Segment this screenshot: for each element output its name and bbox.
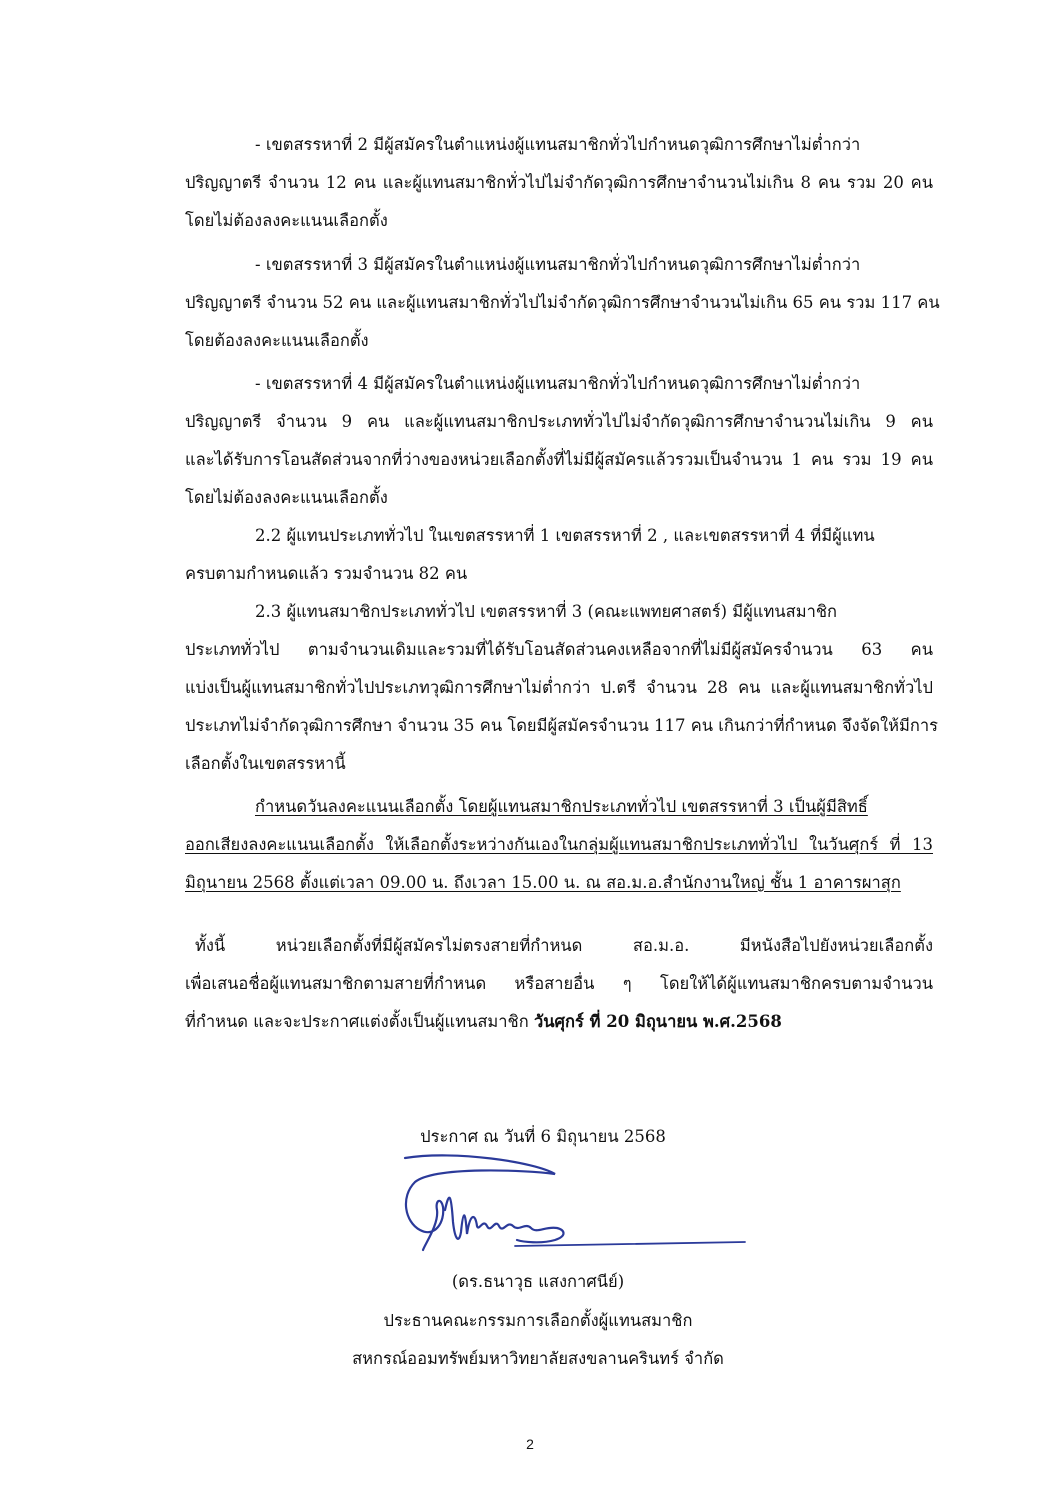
zone2-line-1: - เขตสรรหาที่ 2 มีผู้สมัครในตำแหน่งผู้แทนสมาชิกทั่วไปกำหนดวุฒิการศึกษาไม่ต่ำกว่า <box>255 135 861 154</box>
zone4-line-1: - เขตสรรหาที่ 4 มีผู้สมัครในตำแหน่งผู้แทนสมาชิกทั่วไปกำหนดวุฒิการศึกษาไม่ต่ำกว่า <box>255 374 861 393</box>
voting-schedule-line-3: มิถุนายน 2568 ตั้งแต่เวลา 09.00 น. ถึงเวลา 15.00 น. ณ สอ.ม.อ.สำนักงานใหญ่ ชั้น 1 อาคารผาสุก <box>185 873 901 892</box>
announcement-date-bold: วันศุกร์ ที่ 20 มิถุนายน พ.ศ.2568 <box>534 1012 782 1031</box>
section-2-3-line-1: 2.3 ผู้แทนสมาชิกประเภททั่วไป เขตสรรหาที่ 3 (คณะแพทยศาสตร์) มีผู้แทนสมาชิก <box>255 602 838 621</box>
voting-schedule-line-2: ออกเสียงลงคะแนนเลือกตั้ง ให้เลือกตั้งระหว่างกันเองในกลุ่มผู้แทนสมาชิกประเภททั่วไป ในวันศุกร์ ที่ 13 <box>185 835 933 854</box>
section-2-2-line-2: ครบตามกำหนดแล้ว รวมจำนวน 82 คน <box>185 564 468 583</box>
signer-title: ประธานคณะกรรมการเลือกตั้งผู้แทนสมาชิก <box>383 1311 693 1330</box>
organization-name: สหกรณ์ออมทรัพย์มหาวิทยาลัยสงขลานครินทร์ จำกัด <box>352 1349 724 1368</box>
section-2-3-line-5: เลือกตั้งในเขตสรรหานี้ <box>185 754 346 773</box>
section-2-3-line-3: แบ่งเป็นผู้แทนสมาชิกทั่วไปประเภทวุฒิการศึกษาไม่ต่ำกว่า ป.ตรี จำนวน 28 คน และผู้แทนสมาชิกทั่วไป <box>185 678 933 697</box>
closing-line-3-text: ที่กำหนด และจะประกาศแต่งตั้งเป็นผู้แทนสมาชิก <box>185 1012 534 1031</box>
signature-image <box>395 1152 755 1260</box>
zone3-line-3: โดยต้องลงคะแนนเลือกตั้ง <box>185 331 369 350</box>
zone4-line-4: โดยไม่ต้องลงคะแนนเลือกตั้ง <box>185 488 388 507</box>
closing-line-2: เพื่อเสนอชื่อผู้แทนสมาชิกตามสายที่กำหนด หรือสายอื่น ๆ โดยให้ได้ผู้แทนสมาชิกครบตามจำนวน <box>185 974 933 993</box>
closing-line-3 <box>185 1010 933 1034</box>
zone3-line-1: - เขตสรรหาที่ 3 มีผู้สมัครในตำแหน่งผู้แทนสมาชิกทั่วไปกำหนดวุฒิการศึกษาไม่ต่ำกว่า <box>255 255 861 274</box>
zone2-line-3: โดยไม่ต้องลงคะแนนเลือกตั้ง <box>185 211 388 230</box>
announce-date: ประกาศ ณ วันที่ 6 มิถุนายน 2568 <box>420 1127 666 1146</box>
voting-schedule-line-1: กำหนดวันลงคะแนนเลือกตั้ง โดยผู้แทนสมาชิกประเภททั่วไป เขตสรรหาที่ 3 เป็นผู้มีสิทธิ์ <box>255 797 868 816</box>
signer-name: (ดร.ธนาวุธ แสงกาศนีย์) <box>451 1272 625 1291</box>
zone4-line-3: และได้รับการโอนสัดส่วนจากที่ว่างของหน่วยเลือกตั้งที่ไม่มีผู้สมัครแล้วรวมเป็นจำนวน 1 คน รวม 19 คน <box>185 450 933 469</box>
section-2-3-line-2: ประเภททั่วไป ตามจำนวนเดิมและรวมที่ได้รับโอนสัดส่วนคงเหลือจากที่ไม่มีผู้สมัครจำนวน 63 คน <box>185 640 933 659</box>
zone4-line-2: ปริญญาตรี จำนวน 9 คน และผู้แทนสมาชิกประเภททั่วไปไม่จำกัดวุฒิการศึกษาจำนวนไม่เกิน 9 คน <box>185 412 933 431</box>
closing-line-1: ทั้งนี้ หน่วยเลือกตั้งที่มีผู้สมัครไม่ตรงสายที่กำหนด สอ.ม.อ. มีหนังสือไปยังหน่วยเลือกตั้ง <box>195 936 933 955</box>
section-2-3-line-4: ประเภทไม่จำกัดวุฒิการศึกษา จำนวน 35 คน โดยมีผู้สมัครจำนวน 117 คน เกินกว่าที่กำหนด จึงจัดให้มีการ <box>185 716 938 735</box>
page-number: 2 <box>526 1436 534 1452</box>
section-2-2-line-1: 2.2 ผู้แทนประเภททั่วไป ในเขตสรรหาที่ 1 เขตสรรหาที่ 2 , และเขตสรรหาที่ 4 ที่มีผู้แทน <box>255 526 875 545</box>
zone3-line-2: ปริญญาตรี จำนวน 52 คน และผู้แทนสมาชิกทั่วไปไม่จำกัดวุฒิการศึกษาจำนวนไม่เกิน 65 คน รวม 117 คน <box>185 293 940 312</box>
zone2-line-2: ปริญญาตรี จำนวน 12 คน และผู้แทนสมาชิกทั่วไปไม่จำกัดวุฒิการศึกษาจำนวนไม่เกิน 8 คน รวม 20 คน <box>185 173 933 192</box>
